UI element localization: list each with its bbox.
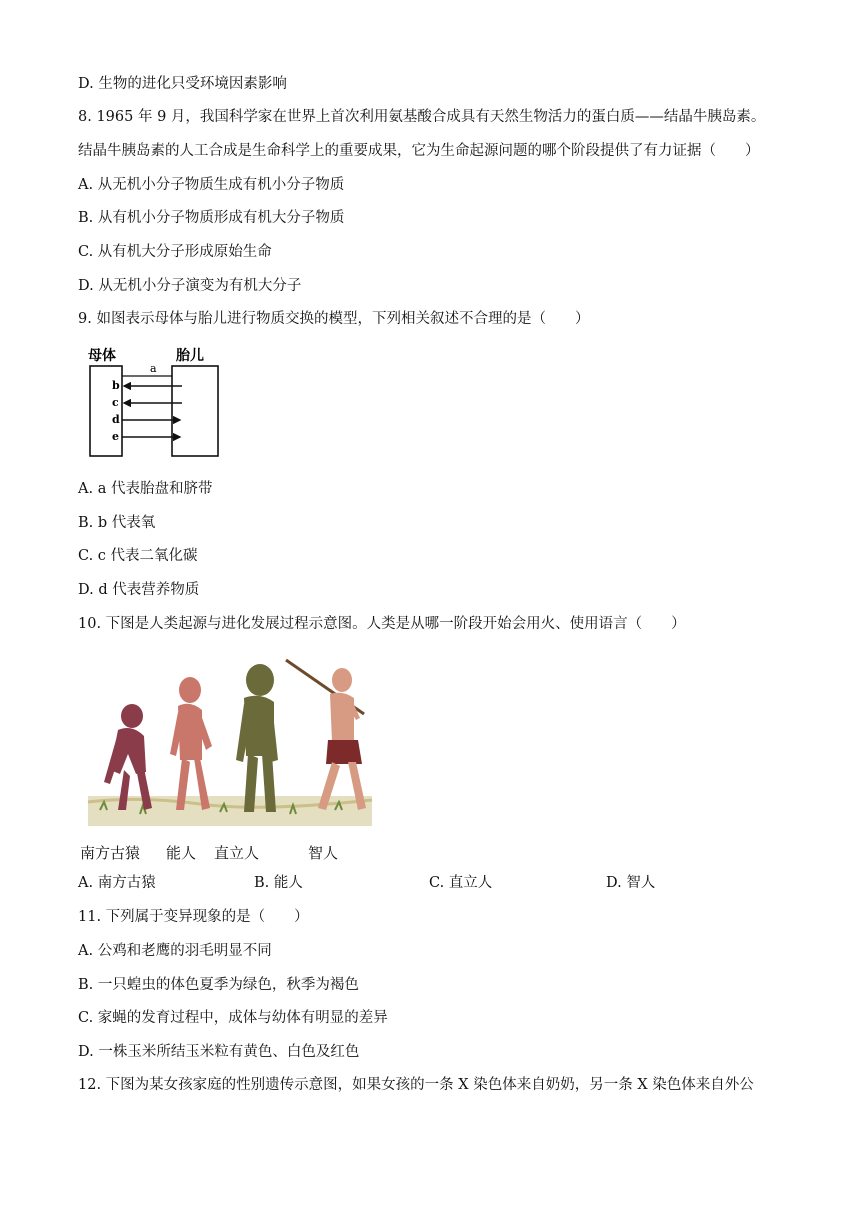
q12-stem: 12. 下图为某女孩家庭的性别遗传示意图，如果女孩的一条 X 染色体来自奶奶，另一条 X 染色体来自外公 [78, 1077, 754, 1093]
q10-stem: 10. 下图是人类起源与进化发展过程示意图。人类是从哪一阶段开始会用火、使用语言（ ） [78, 616, 686, 632]
q8-option-c: C. 从有机大分子形成原始生命 [78, 244, 272, 260]
placenta-exchange-diagram [84, 344, 226, 460]
homo-habilis-figure [170, 677, 212, 810]
arrow-c-label: c [112, 396, 119, 409]
caption-homo-habilis: 能人 [166, 844, 197, 862]
human-evolution-figure [80, 650, 380, 865]
q11-option-c: C. 家蝇的发育过程中，成体与幼体有明显的差异 [78, 1010, 388, 1026]
q9-stem: 9. 如图表示母体与胎儿进行物质交换的模型，下列相关叙述不合理的是（ ） [78, 311, 590, 327]
q8-option-d: D. 从无机小分子演变为有机大分子 [78, 278, 302, 294]
homo-sapiens-figure [286, 660, 366, 810]
q11-option-b: B. 一只蝗虫的体色夏季为绿色，秋季为褐色 [78, 977, 359, 993]
caption-australopithecus: 南方古猿 [80, 844, 141, 862]
arrow-d-label: d [112, 413, 120, 426]
q9-option-c: C. c 代表二氧化碳 [78, 548, 198, 564]
q10-option-b: B. 能人 [254, 875, 303, 891]
q11-option-a: A. 公鸡和老鹰的羽毛明显不同 [78, 943, 272, 959]
q10-options [78, 873, 778, 893]
homo-erectus-figure [236, 664, 278, 812]
q11-stem: 11. 下列属于变异现象的是（ ） [78, 909, 309, 925]
q10-option-a: A. 南方古猿 [78, 875, 156, 891]
diagram-fetus-label: 胎儿 [176, 348, 204, 364]
australopithecus-figure [104, 704, 152, 810]
q10-option-d: D. 智人 [606, 875, 656, 891]
diagram-mother-label: 母体 [88, 348, 116, 364]
q8-stem-line1: 8. 1965 年 9 月，我国科学家在世界上首次利用氨基酸合成具有天然生物活力的蛋白质——结晶牛胰岛素。 [78, 109, 766, 125]
q10-option-c: C. 直立人 [429, 875, 493, 891]
fetus-box [172, 366, 218, 456]
q8-stem-line2: 结晶牛胰岛素的人工合成是生命科学上的重要成果，它为生命起源问题的哪个阶段提供了有力证据（ ） [78, 143, 760, 159]
arrow-b-label: b [112, 379, 120, 392]
q9-option-a: A. a 代表胎盘和脐带 [78, 481, 213, 497]
q8-option-b: B. 从有机小分子物质形成有机大分子物质 [78, 210, 345, 226]
diagram-a-label: a [150, 362, 157, 375]
q9-option-b: B. b 代表氧 [78, 515, 156, 531]
caption-homo-sapiens: 智人 [308, 844, 339, 862]
q11-option-d: D. 一株玉米所结玉米粒有黄色、白色及红色 [78, 1044, 360, 1060]
q9-option-d: D. d 代表营养物质 [78, 582, 200, 598]
arrow-e-label: e [112, 430, 119, 443]
q8-option-a: A. 从无机小分子物质生成有机小分子物质 [78, 177, 345, 193]
q7-option-d: D. 生物的进化只受环境因素影响 [78, 76, 287, 92]
caption-homo-erectus: 直立人 [214, 844, 260, 862]
